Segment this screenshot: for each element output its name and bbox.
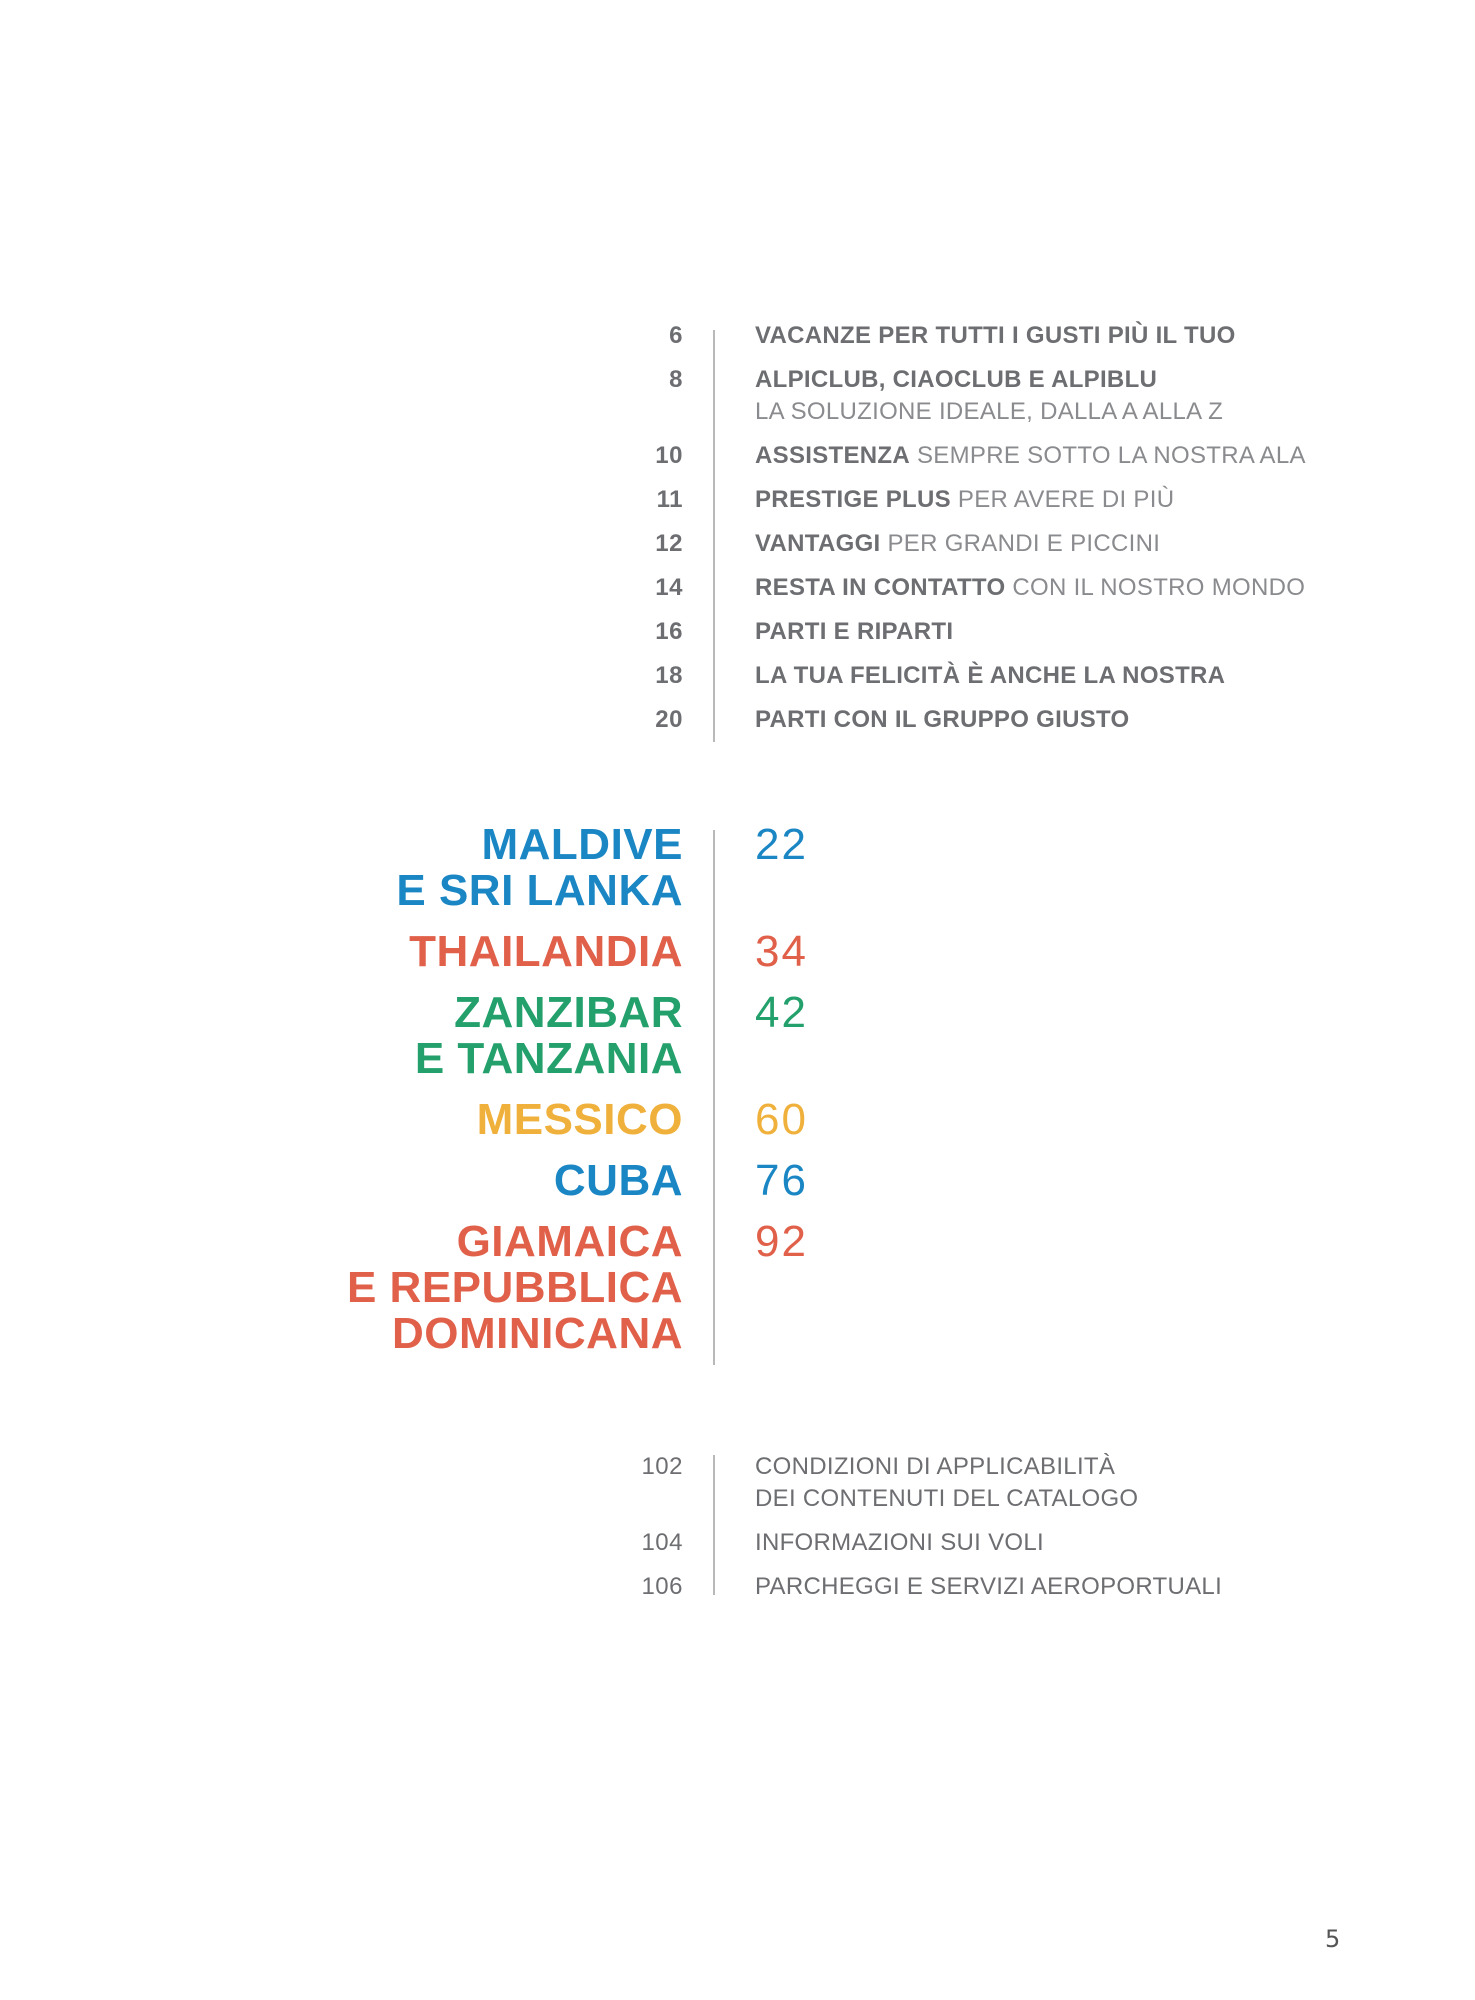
- toc-entry-bold-text: RESTA IN CONTATTO: [755, 574, 1006, 601]
- toc-entry-title: [755, 440, 1306, 472]
- toc-page-number: 8: [669, 366, 683, 393]
- toc-entry[interactable]: [0, 704, 1475, 736]
- toc-entry-bold-text: PARTI E RIPARTI: [755, 618, 954, 645]
- toc-entry-title: [755, 320, 1236, 352]
- destination-entry[interactable]: [0, 1158, 1475, 1204]
- toc-entry-title: [755, 1571, 1222, 1603]
- destinations-list: [0, 822, 1475, 1372]
- toc-entry-title: [755, 364, 1223, 428]
- toc-page-number: 10: [655, 442, 683, 469]
- destination-page-number: 42: [755, 988, 808, 1037]
- toc-entry[interactable]: [0, 1451, 1475, 1515]
- toc-entry[interactable]: [0, 528, 1475, 560]
- toc-entry-text: PARCHEGGI E SERVIZI AEROPORTUALI: [755, 1573, 1223, 1600]
- toc-entry-light-text: CON IL NOSTRO MONDO: [1005, 574, 1306, 601]
- intro-toc-list: [0, 320, 1475, 748]
- destination-page-number: 60: [755, 1095, 808, 1144]
- destination-page-number: 76: [755, 1156, 808, 1205]
- toc-entry[interactable]: [0, 364, 1475, 428]
- destination-name: CUBA: [553, 1156, 683, 1205]
- toc-entry-bold-text: LA TUA FELICITÀ È ANCHE LA NOSTRA: [755, 662, 1226, 689]
- toc-entry-title: [755, 704, 1130, 736]
- toc-page-number: 11: [656, 486, 683, 513]
- toc-entry-title: [755, 484, 1174, 516]
- toc-page-number: 16: [655, 618, 683, 645]
- toc-entry-title: [755, 660, 1225, 692]
- toc-entry-subtitle: DEI CONTENUTI DEL CATALOGO: [755, 1485, 1139, 1512]
- toc-entry[interactable]: [0, 660, 1475, 692]
- destination-name: GIAMAICA E REPUBBLICA DOMINICANA: [346, 1217, 683, 1358]
- toc-entry-light-text: SEMPRE SOTTO LA NOSTRA ALA: [910, 442, 1306, 469]
- toc-entry[interactable]: [0, 1527, 1475, 1559]
- toc-entry-subtitle: LA SOLUZIONE IDEALE, DALLA A ALLA Z: [755, 398, 1224, 425]
- destination-name: ZANZIBAR E TANZANIA: [414, 988, 683, 1083]
- toc-entry-light-text: PER GRANDI E PICCINI: [880, 530, 1161, 557]
- toc-page-number: 18: [655, 662, 683, 689]
- toc-entry[interactable]: [0, 1571, 1475, 1603]
- toc-entry-light-text: PER AVERE DI PIÙ: [950, 486, 1175, 513]
- destination-entry[interactable]: [0, 929, 1475, 975]
- toc-entry[interactable]: [0, 484, 1475, 516]
- toc-entry-title: [755, 1527, 1044, 1559]
- toc-page-number: 106: [641, 1573, 683, 1600]
- toc-entry-bold-text: ALPICLUB, CIAOCLUB E ALPIBLU: [755, 366, 1158, 393]
- destination-entry[interactable]: [0, 1097, 1475, 1143]
- toc-page-number: 12: [655, 530, 683, 557]
- destination-page-number: 92: [755, 1217, 808, 1266]
- toc-entry[interactable]: [0, 320, 1475, 352]
- toc-entry-bold-text: ASSISTENZA: [755, 442, 911, 469]
- destination-entry[interactable]: [0, 990, 1475, 1082]
- toc-entry[interactable]: [0, 616, 1475, 648]
- toc-entry-title: [755, 528, 1160, 560]
- destination-name: THAILANDIA: [409, 927, 683, 976]
- toc-page-number: 20: [655, 706, 683, 733]
- toc-entry-text: INFORMAZIONI SUI VOLI: [755, 1529, 1044, 1556]
- toc-page-number: 6: [669, 322, 683, 349]
- destination-entry[interactable]: [0, 1219, 1475, 1357]
- destination-page-number: 22: [755, 820, 808, 869]
- toc-entry-bold-text: PRESTIGE PLUS: [755, 486, 951, 513]
- toc-page-number: 14: [655, 574, 683, 601]
- toc-entry-title: [755, 1451, 1138, 1515]
- destination-entry[interactable]: [0, 822, 1475, 914]
- page-number: 5: [1325, 1925, 1341, 1953]
- toc-page-number: 104: [641, 1529, 683, 1556]
- toc-page-number: 102: [641, 1453, 683, 1480]
- destination-name: MALDIVE E SRI LANKA: [396, 820, 683, 915]
- toc-entry[interactable]: [0, 572, 1475, 604]
- final-toc-list: [0, 1451, 1475, 1615]
- toc-entry-bold-text: VACANZE PER TUTTI I GUSTI PIÙ IL TUO: [755, 322, 1236, 349]
- toc-entry-bold-text: VANTAGGI: [755, 530, 881, 557]
- toc-entry-title: [755, 572, 1305, 604]
- toc-entry-title: [755, 616, 953, 648]
- toc-entry-bold-text: PARTI CON IL GRUPPO GIUSTO: [755, 706, 1130, 733]
- toc-entry-text: CONDIZIONI DI APPLICABILITÀ: [755, 1453, 1116, 1480]
- destination-name: MESSICO: [476, 1095, 683, 1144]
- toc-entry[interactable]: [0, 440, 1475, 472]
- destination-page-number: 34: [755, 927, 808, 976]
